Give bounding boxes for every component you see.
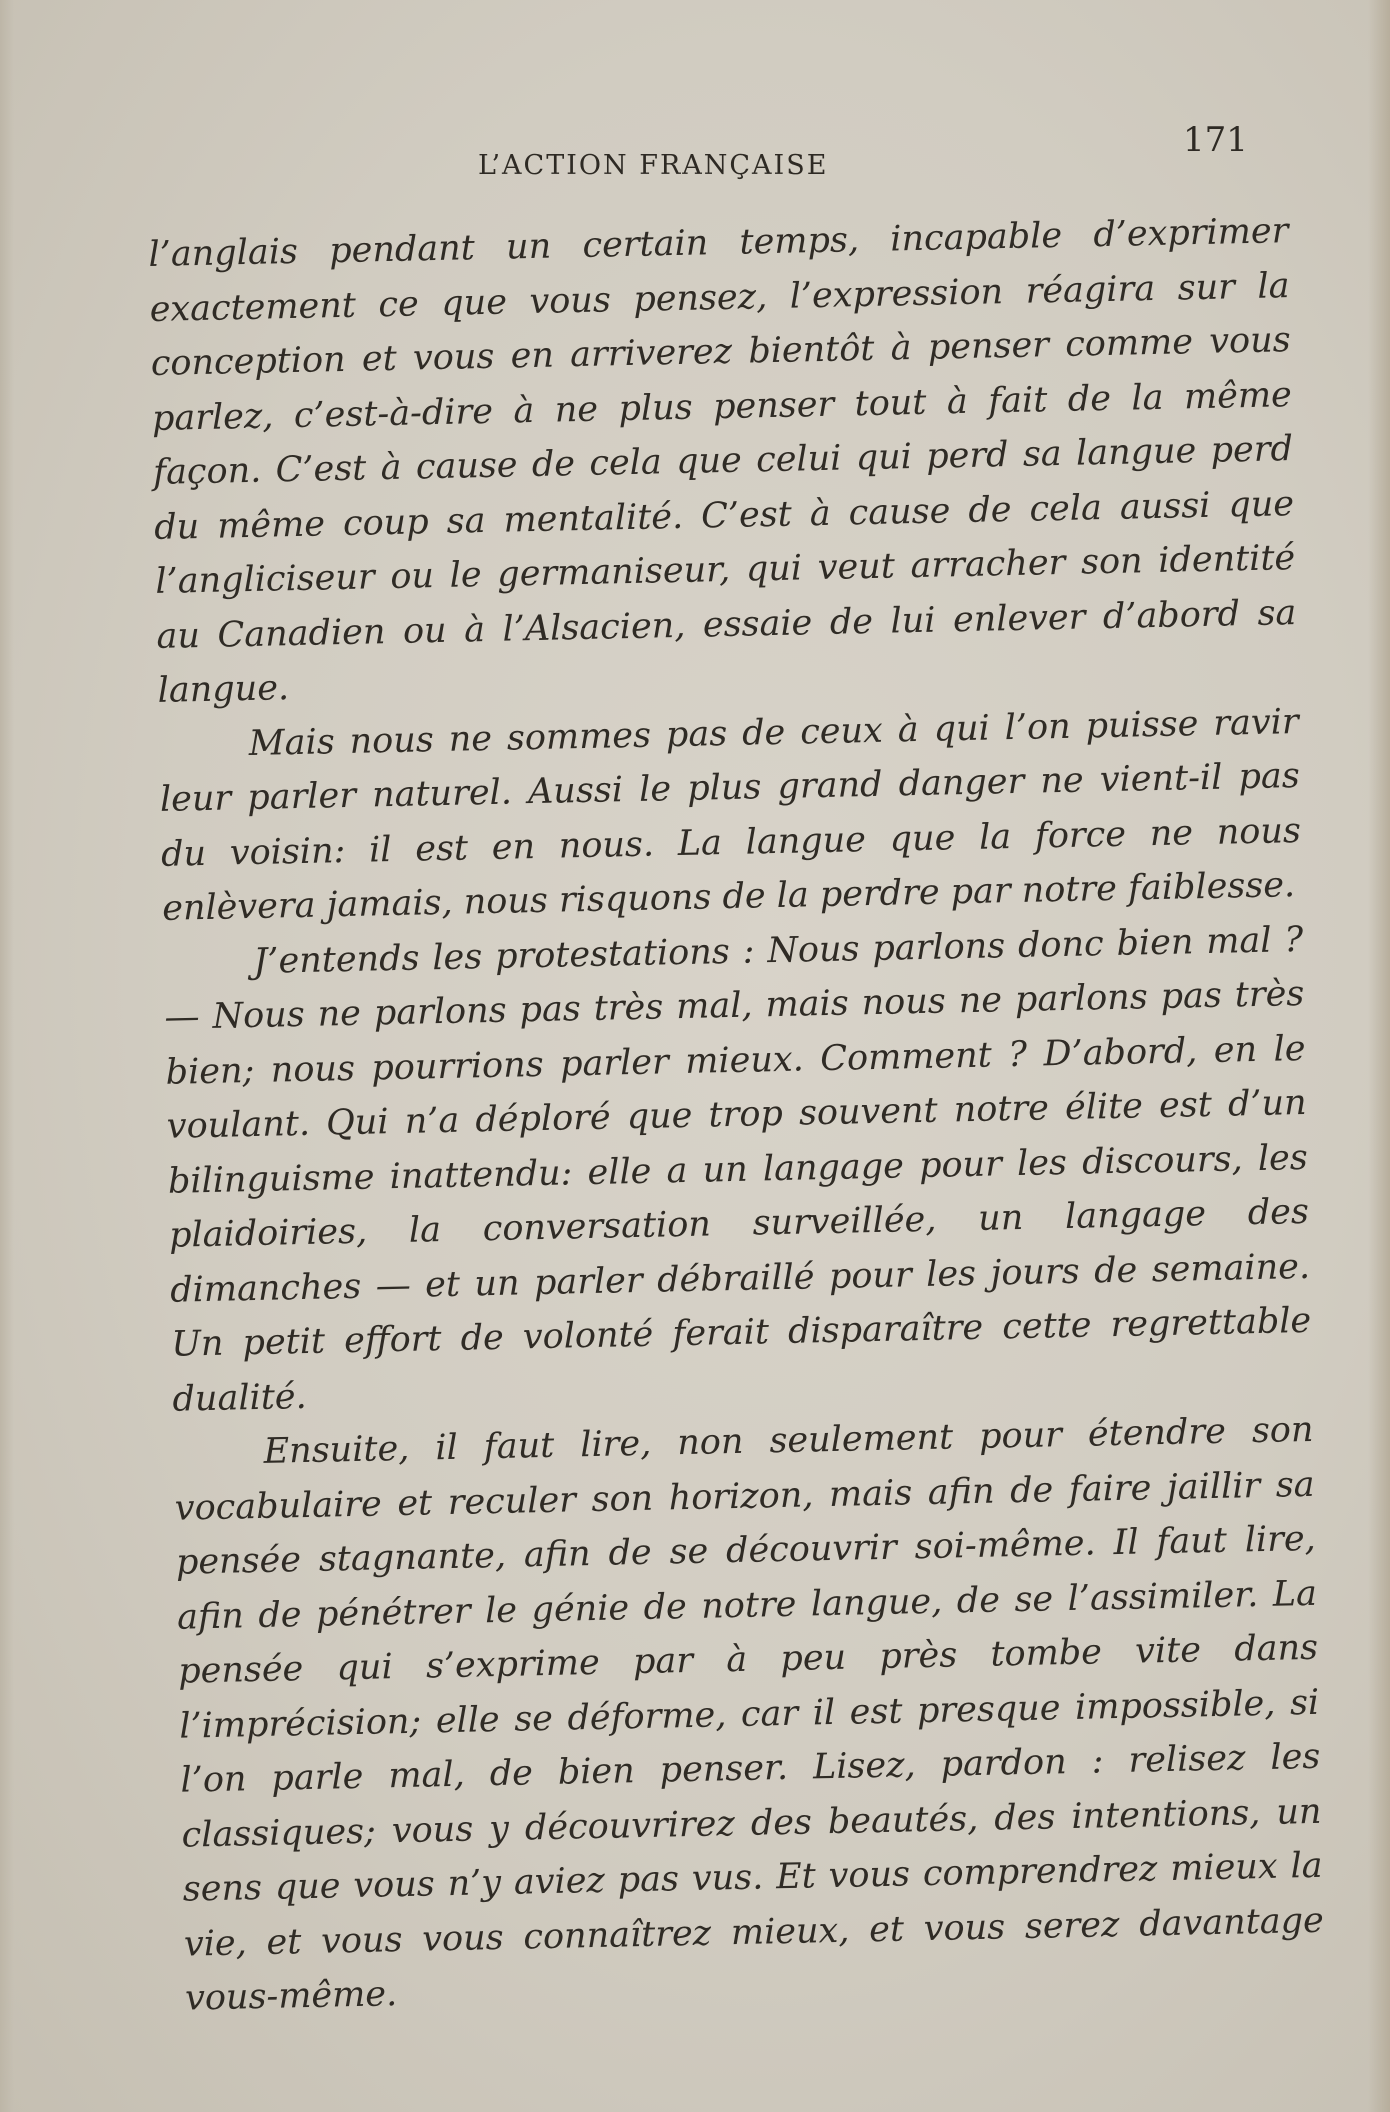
page-right-edge — [1368, 0, 1390, 2112]
paragraph-2: Mais nous ne sommes pas de ceux à qui l’on puisse ravir leur parler naturel. Aussi le plus grand danger ne vient-il pas du voisin: il est en nous. La langue que la force ne nous enlèvera jamais, nous risquons de la perdre par notre faiblesse. — [159, 701, 1302, 929]
page-number: 171 — [1183, 120, 1248, 160]
running-title: L’ACTION FRANÇAISE — [478, 150, 829, 181]
paragraph-3: J’entends les protestations : Nous parlons donc bien mal ? — Nous ne parlons pas très mal, mais nous ne parlons pas très bien; nous pourrions parler mieux. Comment ? D’abord, en le voulant. Qui n’a déploré que trop souvent notre élite est d’un bilinguisme inattendu: elle a un langage pour les discours, les plaidoiries, la conversation surveillée, un langage des dimanches — et un parler débraillé pour les jours de semaine. Un petit effort de volonté ferait disparaître cette regrettable dualité. — [164, 919, 1312, 1420]
paragraph-1: l’anglais pendant un certain temps, incapable d’exprimer exactement ce que vous pensez, l’expression réagira sur la conception et vous en arriverez bientôt à penser comme vous parlez, c’est-à-dire à ne plus penser tout à fait de la même façon. C’est à cause de cela que celui qui perd sa langue perd du même coup sa mentalité. C’est à cause de cela aussi que l’angliciseur ou le germaniseur, qui veut arracher son identité au Canadien ou à l’Alsacien, essaie de lui enlever d’abord sa langue. — [148, 211, 1297, 711]
paragraph-4: Ensuite, il faut lire, non seulement pour étendre son vocabulaire et reculer son horizon, mais afin de faire jaillir sa pensée stagnante, afin de se découvrir soi-même. Il faut lire, afin de pénétrer le génie de notre langue, de se l’assimiler. La pensée qui s’exprime par à peu près tombe vite dans l’imprécision; elle se déforme, car il est presque impossible, si l’on parle mal, de bien penser. Lisez, pardon : relisez les classiques; vous y découvrirez des beautés, des intentions, un sens que vous n’y aviez pas vus. Et vous comprendrez mieux la vie, et vous vous connaîtrez mieux, et vous serez davantage vous-même. — [174, 1409, 1325, 2019]
body-text — [148, 204, 1325, 2026]
page-left-edge — [0, 0, 14, 2112]
